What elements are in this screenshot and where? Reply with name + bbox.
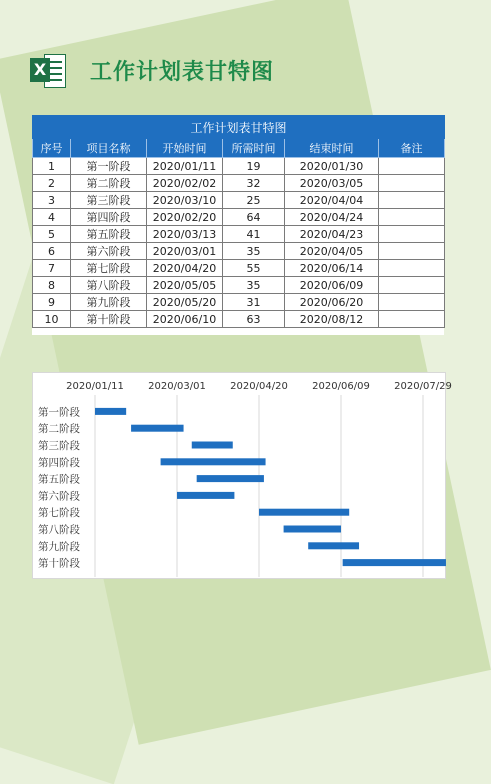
y-category-label: 第七阶段 [38,507,80,520]
table-cell[interactable]: 2020/03/13 [147,226,223,243]
x-tick-label: 2020/06/09 [312,381,370,392]
table-cell[interactable]: 5 [33,226,71,243]
y-category-label: 第三阶段 [38,440,80,452]
table-cell[interactable]: 35 [223,243,285,260]
x-tick-label: 2020/03/01 [148,381,206,392]
table-cell[interactable] [379,158,445,175]
table-cell[interactable]: 8 [33,277,71,294]
table-cell[interactable]: 31 [223,294,285,311]
table-cell[interactable]: 第一阶段 [71,158,147,175]
gantt-bar [284,526,341,533]
table-cell[interactable]: 2020/06/10 [147,311,223,328]
gantt-bar [197,475,264,482]
column-header: 所需时间 [223,139,285,158]
header [30,50,274,90]
y-category-label: 第四阶段 [38,456,80,469]
table-cell[interactable]: 第五阶段 [71,226,147,243]
table-cell[interactable] [379,277,445,294]
table-cell[interactable]: 1 [33,158,71,175]
table-cell[interactable]: 25 [223,192,285,209]
gantt-bar [95,408,126,415]
page-title: 工作计划表甘特图 [90,59,275,85]
table-cell[interactable]: 6 [33,243,71,260]
table-cell[interactable] [379,311,445,328]
table-cell[interactable]: 第二阶段 [71,175,147,192]
table-cell[interactable]: 第三阶段 [71,192,147,209]
table-cell[interactable]: 第七阶段 [71,260,147,277]
table-row [33,192,445,209]
table-cell[interactable]: 2020/08/12 [285,311,379,328]
table-cell[interactable]: 2020/06/09 [285,277,379,294]
table-row [33,311,445,328]
table-row [33,209,445,226]
table-row [33,175,445,192]
table-cell[interactable]: 2020/05/20 [147,294,223,311]
x-tick-label: 2020/04/20 [230,381,288,392]
y-category-label: 第九阶段 [38,540,80,553]
table-cell[interactable]: 9 [33,294,71,311]
y-category-label: 第十阶段 [38,557,80,570]
gantt-bar [343,559,446,566]
table-cell[interactable]: 2020/02/20 [147,209,223,226]
y-category-label: 第八阶段 [38,524,80,536]
x-tick-label: 2020/01/11 [66,381,124,392]
table-cell[interactable]: 2020/05/05 [147,277,223,294]
table-row [33,226,445,243]
table-cell[interactable]: 第四阶段 [71,209,147,226]
table-cell[interactable]: 2020/01/11 [147,158,223,175]
table-cell[interactable]: 32 [223,175,285,192]
table-cell[interactable]: 2020/04/23 [285,226,379,243]
table-cell[interactable]: 第十阶段 [71,311,147,328]
table-cell[interactable] [379,175,445,192]
table-cell[interactable]: 10 [33,311,71,328]
table-cell[interactable]: 19 [223,158,285,175]
excel-icon [30,52,66,88]
y-category-label: 第一阶段 [38,406,80,419]
table-cell[interactable]: 2020/03/05 [285,175,379,192]
table-cell[interactable]: 2020/04/24 [285,209,379,226]
table-cell[interactable]: 第八阶段 [71,277,147,294]
table-row [33,277,445,294]
table-cell[interactable] [379,226,445,243]
table-cell[interactable] [379,294,445,311]
column-header: 备注 [379,139,445,158]
table-cell[interactable]: 2020/04/05 [285,243,379,260]
table-cell[interactable]: 2020/04/04 [285,192,379,209]
y-category-label: 第二阶段 [38,423,80,436]
table-cell[interactable] [379,260,445,277]
table-row [33,243,445,260]
y-category-label: 第六阶段 [38,490,80,503]
table-cell[interactable]: 3 [33,192,71,209]
gantt-bar [131,425,183,432]
plan-table-card [32,115,444,335]
gantt-chart-card [32,372,452,579]
table-title: 工作计划表甘特图 [33,116,445,139]
table-cell[interactable]: 41 [223,226,285,243]
excel-x-badge: X [30,58,50,82]
table-cell[interactable]: 第六阶段 [71,243,147,260]
column-header: 结束时间 [285,139,379,158]
table-cell[interactable]: 2020/06/14 [285,260,379,277]
table-cell[interactable]: 2020/03/01 [147,243,223,260]
table-cell[interactable]: 2020/06/20 [285,294,379,311]
table-cell[interactable]: 64 [223,209,285,226]
table-cell[interactable]: 2020/03/10 [147,192,223,209]
table-cell[interactable]: 第九阶段 [71,294,147,311]
table-cell[interactable]: 2020/01/30 [285,158,379,175]
x-tick-label: 2020/07/29 [394,381,452,392]
table-cell[interactable]: 2 [33,175,71,192]
table-cell[interactable]: 4 [33,209,71,226]
table-row [33,294,445,311]
gantt-chart [33,373,452,578]
table-cell[interactable]: 35 [223,277,285,294]
table-cell[interactable] [379,192,445,209]
gantt-bar [177,492,234,499]
y-category-label: 第五阶段 [38,473,80,486]
gantt-bar [259,509,349,516]
table-cell[interactable]: 2020/02/02 [147,175,223,192]
table-cell[interactable]: 2020/04/20 [147,260,223,277]
table-cell[interactable] [379,243,445,260]
table-cell[interactable] [379,209,445,226]
table-cell[interactable]: 7 [33,260,71,277]
gantt-bar [308,542,359,549]
gantt-bar [192,442,233,449]
table-row [33,260,445,277]
table-cell[interactable]: 63 [223,311,285,328]
table-cell[interactable]: 55 [223,260,285,277]
column-header: 序号 [33,139,71,158]
gantt-bar [161,458,266,465]
column-header: 项目名称 [71,139,147,158]
column-header: 开始时间 [147,139,223,158]
table-row [33,158,445,175]
plan-table [32,115,445,328]
